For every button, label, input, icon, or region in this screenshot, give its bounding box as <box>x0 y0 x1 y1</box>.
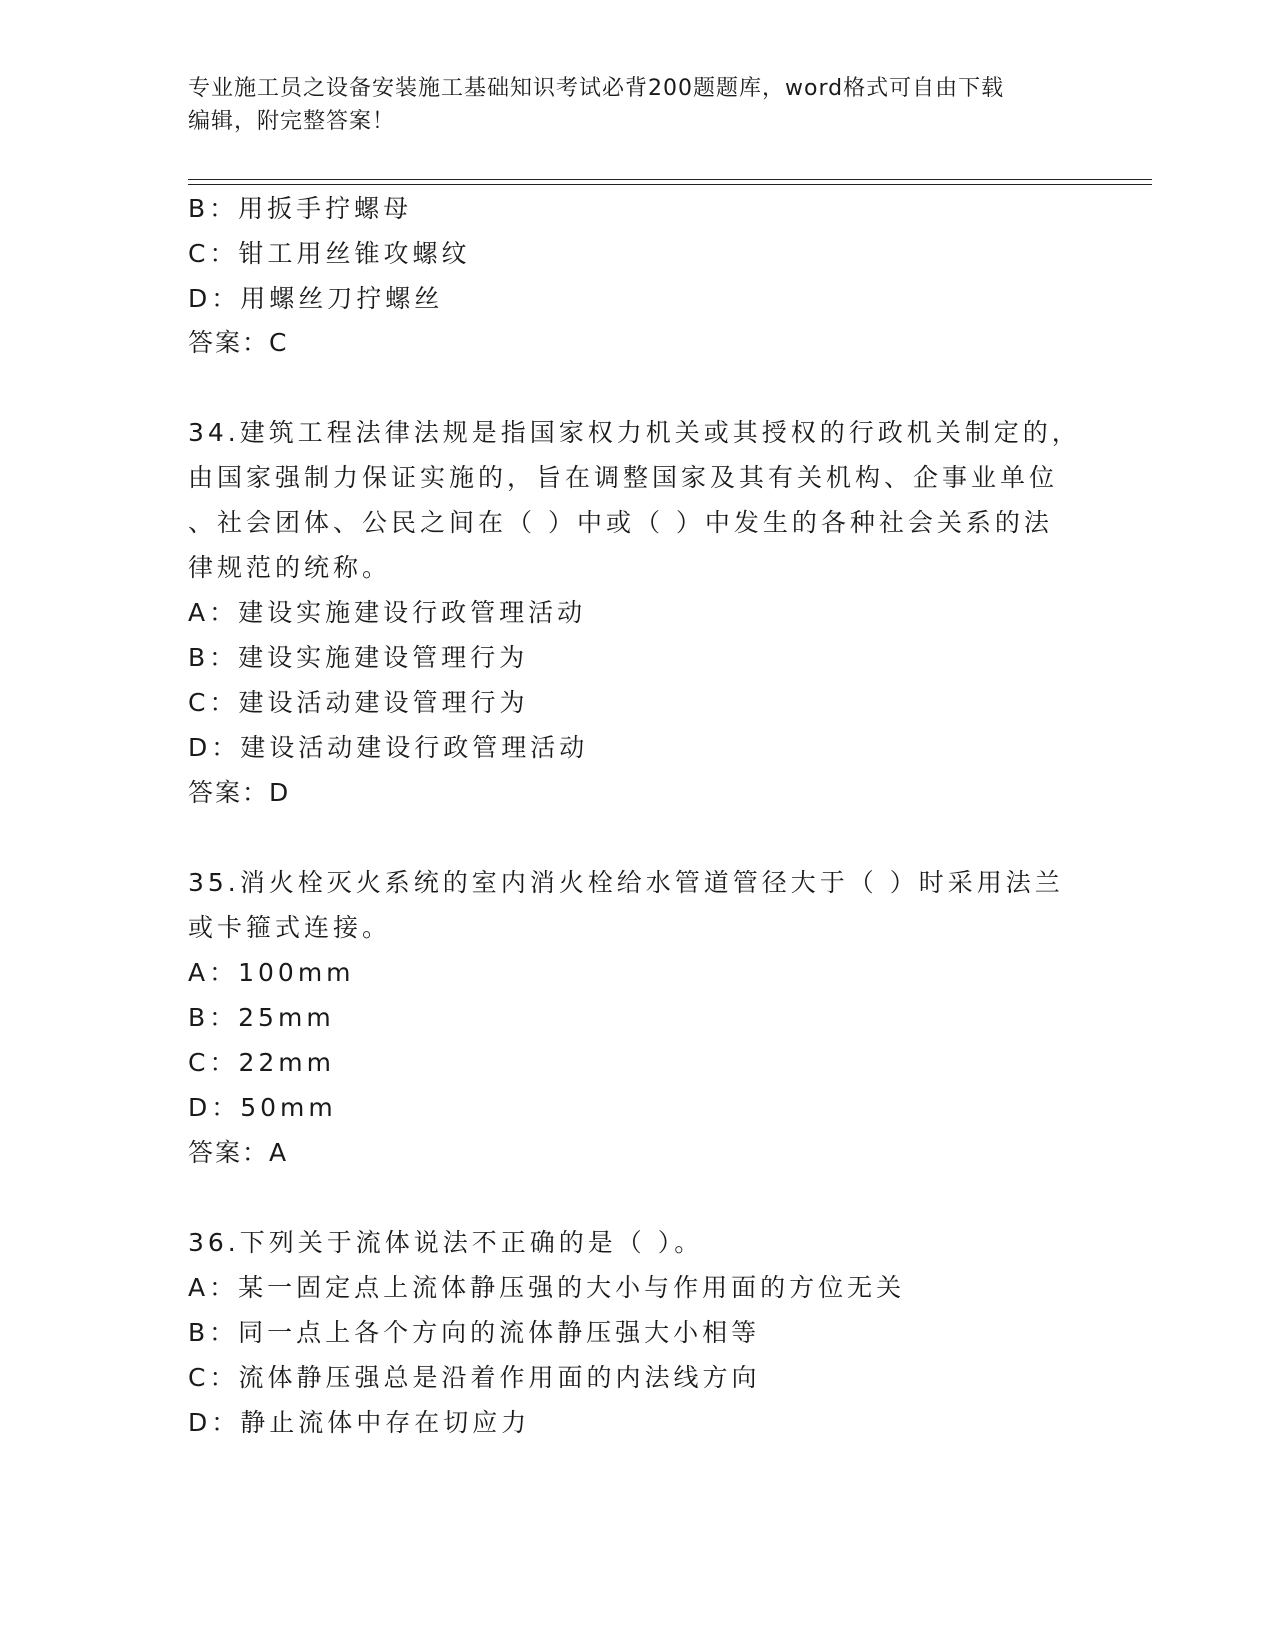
q34-stem-line-4: 律规范的统称。 <box>188 553 392 582</box>
q35-stem-line-2: 或卡箍式连接。 <box>188 913 392 942</box>
document-header <box>188 72 1078 138</box>
q34-option-d: D：建设活动建设行政管理活动 <box>188 733 589 762</box>
q35-stem-line-1: 35.消火栓灭火系统的室内消火栓给水管道管径大于（ ）时采用法兰 <box>188 868 1064 897</box>
q36-option-d: D：静止流体中存在切应力 <box>188 1408 531 1437</box>
q34-stem-line-2: 由国家强制力保证实施的，旨在调整国家及其有关机构、企事业单位 <box>188 463 1059 492</box>
q36-stem-line-1: 36.下列关于流体说法不正确的是（ ）。 <box>188 1228 704 1257</box>
q35-option-c: C：22mm <box>188 1048 335 1077</box>
q34-option-a: A：建设实施建设行政管理活动 <box>188 598 587 627</box>
q34-stem-line-1: 34.建筑工程法律法规是指国家权力机关或其授权的行政机关制定的， <box>188 418 1081 447</box>
header-rule-bottom <box>188 184 1152 185</box>
q35-option-a: A：100mm <box>188 958 355 987</box>
q36-option-b: B：同一点上各个方向的流体静压强大小相等 <box>188 1318 761 1347</box>
header-rule-top <box>188 179 1152 180</box>
q34-stem-line-3: 、社会团体、公民之间在（ ）中或（ ）中发生的各种社会关系的法 <box>188 508 1053 537</box>
q33-option-d: D：用螺丝刀拧螺丝 <box>188 284 444 313</box>
q33-answer: 答案：C <box>188 328 289 357</box>
q35-answer: 答案：A <box>188 1138 289 1167</box>
q35-option-d: D：50mm <box>188 1093 337 1122</box>
q35-option-b: B：25mm <box>188 1003 335 1032</box>
header-line-2: 编辑，附完整答案！ <box>188 109 396 134</box>
q34-option-b: B：建设实施建设管理行为 <box>188 643 529 672</box>
q34-option-c: C：建设活动建设管理行为 <box>188 688 529 717</box>
q33-option-b: B：用扳手拧螺母 <box>188 194 413 223</box>
header-line-1: 专业施工员之设备安装施工基础知识考试必背200题题库，word格式可自由下载 <box>188 76 1005 101</box>
q34-answer: 答案：D <box>188 778 291 807</box>
q33-option-c: C：钳工用丝锥攻螺纹 <box>188 239 471 268</box>
q36-option-c: C：流体静压强总是沿着作用面的内法线方向 <box>188 1363 761 1392</box>
q36-option-a: A：某一固定点上流体静压强的大小与作用面的方位无关 <box>188 1273 906 1302</box>
